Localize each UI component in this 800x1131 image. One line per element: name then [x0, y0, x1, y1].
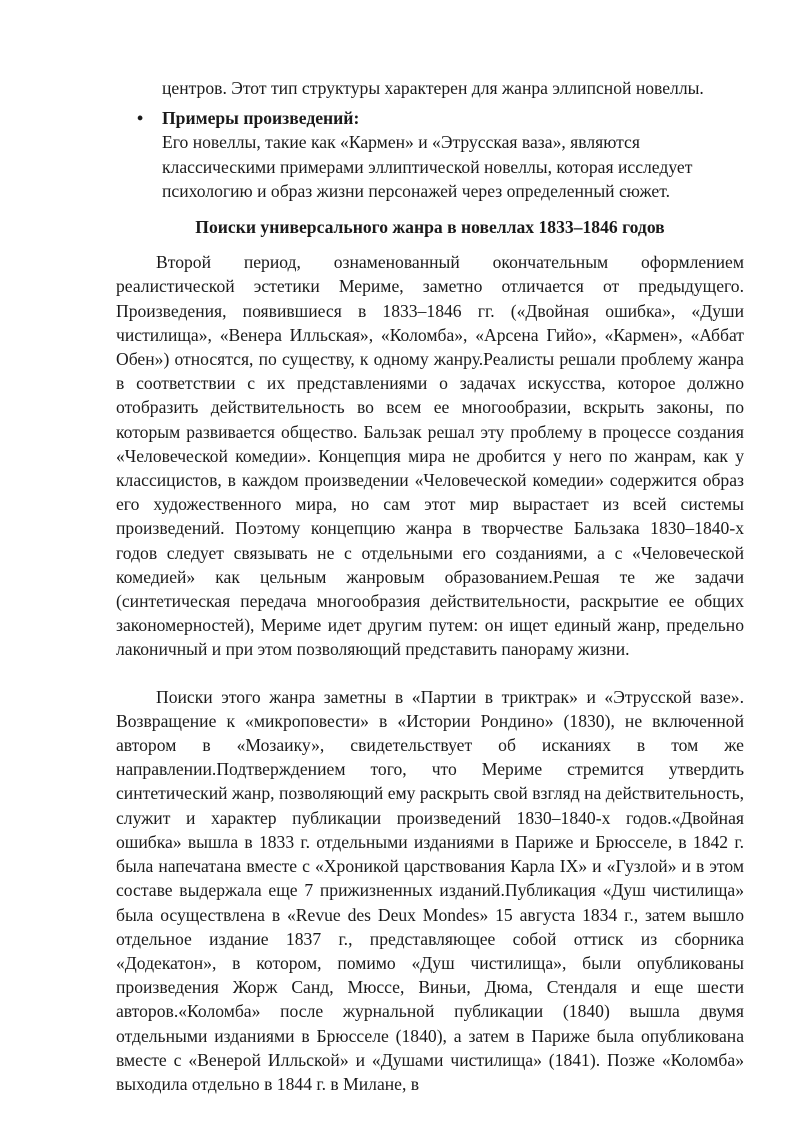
bullet-title: Примеры произведений: [162, 108, 360, 129]
bullet-icon: • [137, 108, 144, 129]
bullet-text: Его новеллы, такие как «Кармен» и «Этрусская ваза», являются классическими примерами эллиптической новеллы, которая исследует психологию и образ жизни персонажей через определенный сюжет. [162, 132, 693, 201]
paragraph-1: Второй период, ознаменованный окончательным оформлением реалистической эстетики Мериме, заметно отличается от предыдущего. Произведения, появившиеся в 1833–1846 гг. («Двойная ошибка», «Души чистилища», «Венера Илльская», «Коломба», «Арсена Гийо», «Кармен», «Аббат Обен») относятся, по существу, к одному жанру.Реалисты решали проблему жанра в соответствии с их представлениями о задачах искусства, которое должно отобразить действительность во всем ее многообразии, вскрыть законы, по которым развивается общество. Бальзак решал эту проблему в процессе создания «Человеческой комедии». Концепция мира не дробится у него по жанрам, как у классицистов, в каждом произведении «Человеческой комедии» содержится образ его художественного мира, но сам этот мир вырастает из всей системы произведений. Поэтому концепцию жанра в творчестве Бальзака 1830–1840-х годов следует связывать не с отдельными его созданиями, а с «Человеческой комедией» как цельным жанровым образованием.Решая те же задачи (синтетическая передача многообразия действительности, раскрытие ее общих закономерностей), Мериме идет другим путем: он ищет единый жанр, предельно лаконичный и при этом позволяющий представить панораму жизни. [116, 252, 744, 660]
paragraph-2: Поиски этого жанра заметны в «Партии в триктрак» и «Этрусской вазе». Возвращение к «микроповести» в «Истории Рондино» (1830), не включенной автором в «Мозаику», свидетельствует об исканиях в том же направлении.Подтверждением того, что Мериме стремится утвердить синтетический жанр, позволяющий ему раскрыть свой взгляд на действительность, служит и характер публикации произведений 1830–1840-х годов.«Двойная ошибка» вышла в 1833 г. отдельными изданиями в Париже и Брюсселе, в 1842 г. была напечатана вместе с «Хроникой царствования Карла IX» и «Гузлой» и в этом составе выдержала еще 7 прижизненных изданий.Публикация «Душ чистилища» была осуществлена в «Revue des Deux Mondes» 15 августа 1834 г., затем вышло отдельное издание 1837 г., представляющее собой оттиск из сборника «Додекатон», в котором, помимо «Душ чистилища», были опубликованы произведения Жорж Санд, Мюссе, Виньи, Дюма, Стендаля и еще шести авторов.«Коломба» после журнальной публикации (1840) вышла двумя отдельными изданиями в Брюсселе (1840), а затем в Париже была опубликована вместе с «Венерой Илльской» и «Душами чистилища» (1841). Позже «Коломба» выходила отдельно в 1844 г. в Милане, в [116, 686, 744, 1094]
section-heading: Поиски универсального жанра в новеллах 1833–1846 годов [195, 217, 665, 238]
bullet-item-examples [137, 106, 744, 203]
document-page [116, 76, 744, 1096]
continued-text: центров. Этот тип структуры характерен для жанра эллипсной новеллы. [162, 78, 704, 98]
